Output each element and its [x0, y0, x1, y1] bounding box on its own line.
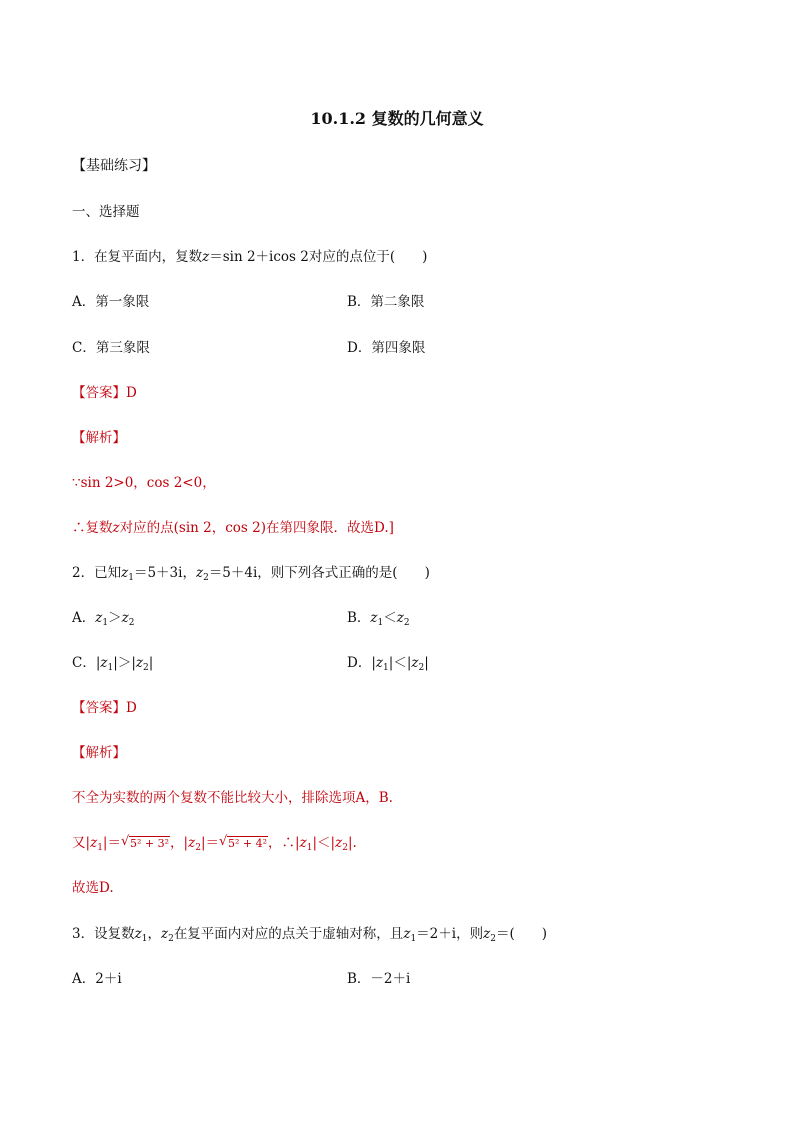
- sqrt-expression-1: √ 5² + 3²: [121, 834, 170, 853]
- q1-solution-line-1: ∵sin 2>0，cos 2<0，: [72, 475, 216, 491]
- q2-option-b: B．$z_1<z_2$: [347, 610, 410, 628]
- q1-option-d: D．第四象限: [347, 340, 426, 356]
- q2-option-c: C．$|z_1|>|z_2|$: [72, 655, 154, 673]
- q2-solution-line-3: 故选D.: [72, 880, 114, 896]
- q1-analysis-heading: 【解析】: [72, 430, 126, 446]
- q2-option-a: A．$z_1>z_2$: [72, 610, 135, 628]
- page-title: 10.1.2 复数的几何意义: [310, 109, 484, 128]
- q1-option-c: C．第三象限: [72, 340, 150, 356]
- section-heading: 【基础练习】: [72, 158, 156, 174]
- part-heading: 一、选择题: [72, 204, 140, 220]
- question-1: 1．在复平面内，复数z＝sin 2＋icos 2对应的点位于( ): [72, 249, 428, 265]
- q1-answer: 【答案】D: [72, 385, 137, 401]
- q1-option-a: A．第一象限: [72, 294, 150, 310]
- q2-solution-line-2: 又$|z_1|=√$ 5² + 3²，$|z_2|=√$ 5² + 4²，$\therefore|z_1|<|z_2|$.: [72, 834, 357, 857]
- sqrt-expression-2: √ 5² + 4²: [219, 834, 268, 853]
- q3-option-b: B．－2＋i: [347, 971, 411, 987]
- question-2: 2．已知$z_1=5+3i$，$z_2=5+4i$，则下列各式正确的是( ): [72, 565, 430, 583]
- q1-solution-line-2: ∴复数z对应的点(sin 2，cos 2)在第四象限．故选D.]: [72, 520, 394, 536]
- q2-solution-line-1: 不全为实数的两个复数不能比较大小，排除选项A，B.: [72, 790, 393, 806]
- question-3: 3．设复数$z_1$，$z_2$在复平面内对应的点关于虚轴对称，且$z_1=2+i$，则$z_2=$( ): [72, 926, 547, 944]
- q3-option-a: A．2＋i: [72, 971, 122, 987]
- q2-answer: 【答案】D: [72, 700, 137, 716]
- q2-option-d: D．$|z_1|<|z_2|$: [347, 655, 429, 673]
- q2-analysis-heading: 【解析】: [72, 745, 126, 761]
- q1-option-b: B．第二象限: [347, 294, 425, 310]
